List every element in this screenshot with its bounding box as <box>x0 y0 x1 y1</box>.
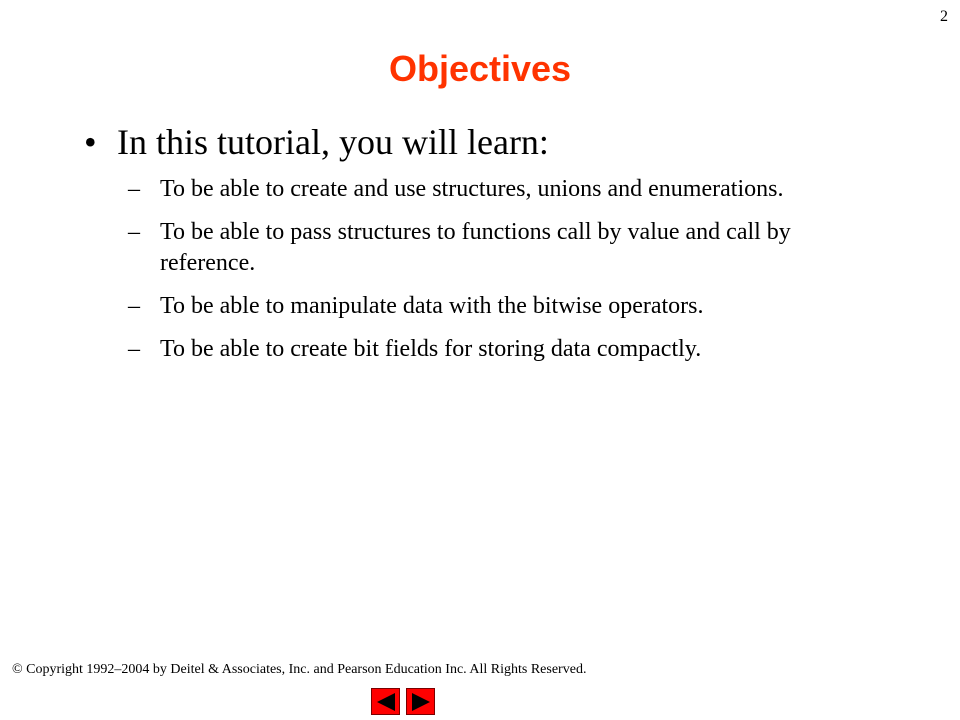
objective-text: To be able to create and use structures, unions and enumerations. <box>160 176 784 202</box>
main-bullet-text: In this tutorial, you will learn: <box>117 122 549 162</box>
objective-item <box>128 334 888 365</box>
objective-text: To be able to pass structures to functions call by value and call by reference. <box>160 219 791 276</box>
next-slide-button[interactable] <box>406 688 435 715</box>
arrow-left-icon <box>375 692 397 712</box>
objective-text: To be able to create bit fields for storing data compactly. <box>160 336 702 362</box>
objective-item <box>128 174 888 205</box>
bullet-marker: • <box>84 122 97 162</box>
arrow-right-icon <box>410 692 432 712</box>
page-number: 2 <box>940 8 948 25</box>
copyright-notice: © Copyright 1992–2004 by Deitel & Associates, Inc. and Pearson Education Inc. All Rights Reserved. <box>12 662 587 677</box>
slide-title: Objectives <box>388 48 572 89</box>
objective-item <box>128 291 888 322</box>
objectives-list <box>128 174 888 377</box>
slide-navigation <box>371 688 435 715</box>
objective-item <box>128 217 888 279</box>
main-bullet <box>84 120 904 164</box>
dash-marker: – <box>128 293 140 319</box>
dash-marker: – <box>128 219 140 245</box>
objective-text: To be able to manipulate data with the bitwise operators. <box>160 293 704 319</box>
previous-slide-button[interactable] <box>371 688 400 715</box>
dash-marker: – <box>128 176 140 202</box>
dash-marker: – <box>128 336 140 362</box>
